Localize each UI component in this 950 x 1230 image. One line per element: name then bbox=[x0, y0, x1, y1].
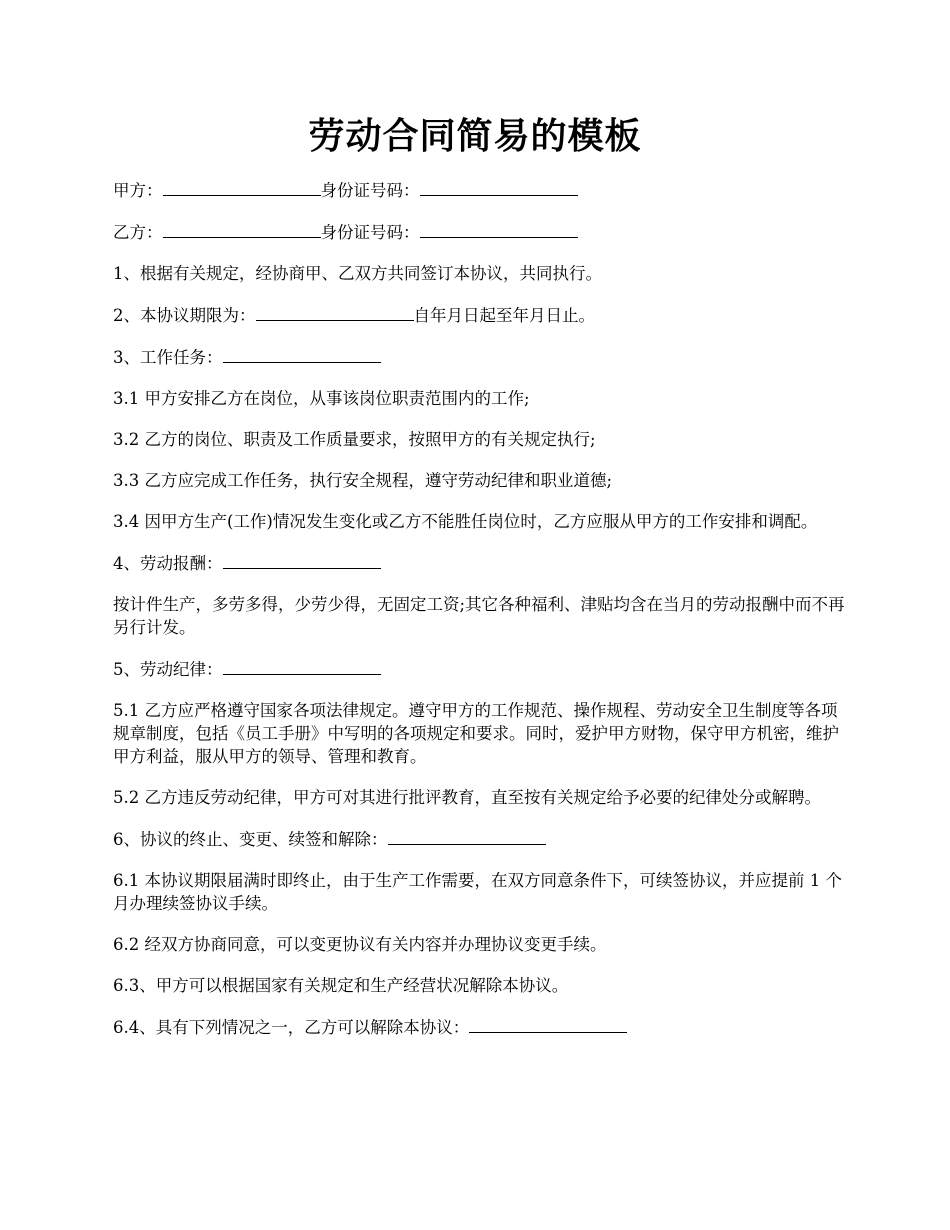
clause-6-heading: 6、协议的终止、变更、续签和解除： bbox=[113, 830, 388, 849]
clause-6 bbox=[113, 827, 853, 851]
party-b-line bbox=[113, 220, 853, 244]
party-b-id-blank bbox=[420, 220, 578, 238]
clause-6-4-text: 6.4、具有下列情况之一，乙方可以解除本协议： bbox=[113, 1018, 470, 1037]
party-a-blank bbox=[163, 178, 321, 196]
clause-6-blank bbox=[388, 827, 546, 845]
party-a-id-blank bbox=[420, 178, 578, 196]
clause-3 bbox=[113, 345, 853, 369]
clause-3-4: 3.4 因甲方生产(工作)情况发生变化或乙方不能胜任岗位时，乙方应服从甲方的工作安排和调配。 bbox=[113, 512, 818, 531]
clause-4-text: 按计件生产，多劳多得，少劳少得，无固定工资;其它各种福利、津贴均含在当月的劳动报酬中而不再另行计发。 bbox=[113, 595, 845, 637]
party-a-line bbox=[113, 178, 853, 202]
clause-4 bbox=[113, 551, 853, 575]
clause-5-2: 5.2 乙方违反劳动纪律，甲方可对其进行批评教育，直至按有关规定给予必要的纪律处分或解聘。 bbox=[113, 788, 821, 807]
clause-3-blank bbox=[223, 345, 381, 363]
clause-5-1: 5.1 乙方应严格遵守国家各项法律规定。遵守甲方的工作规范、操作规程、劳动安全卫生制度等各项规章制度，包括《员工手册》中写明的各项规定和要求。同时，爱护甲方财物，保守甲方机密，维护甲方利益，服从甲方的领导、管理和教育。 bbox=[113, 701, 839, 766]
clause-6-4-blank bbox=[469, 1015, 627, 1033]
document-body bbox=[113, 178, 853, 1057]
clause-1: 1、根据有关规定，经协商甲、乙双方共同签订本协议，共同执行。 bbox=[113, 264, 602, 283]
clause-3-2: 3.2 乙方的岗位、职责及工作质量要求，按照甲方的有关规定执行; bbox=[113, 430, 596, 449]
clause-6-2: 6.2 经双方协商同意，可以变更协议有关内容并办理协议变更手续。 bbox=[113, 935, 607, 954]
clause-2-prefix: 2、本协议期限为： bbox=[113, 306, 256, 325]
clause-4-blank bbox=[223, 551, 381, 569]
clause-6-4 bbox=[113, 1015, 853, 1039]
party-a-label: 甲方： bbox=[113, 181, 163, 200]
clause-2-suffix: 自年月日起至年月日止。 bbox=[413, 306, 595, 325]
clause-2 bbox=[113, 303, 853, 327]
clause-3-3: 3.3 乙方应完成工作任务，执行安全规程，遵守劳动纪律和职业道德; bbox=[113, 471, 613, 490]
clause-6-1: 6.1 本协议期限届满时即终止，由于生产工作需要，在双方同意条件下，可续签协议，并应提前 1 个月办理续签协议手续。 bbox=[113, 871, 842, 913]
clause-5 bbox=[113, 657, 853, 681]
clause-3-1: 3.1 甲方安排乙方在岗位，从事该岗位职责范围内的工作; bbox=[113, 389, 530, 408]
clause-4-heading: 4、劳动报酬： bbox=[113, 554, 223, 573]
clause-3-heading: 3、工作任务： bbox=[113, 348, 223, 367]
party-a-id-label: 身份证号码： bbox=[320, 181, 420, 200]
party-b-label: 乙方： bbox=[113, 223, 163, 242]
clause-6-3: 6.3、甲方可以根据国家有关规定和生产经营状况解除本协议。 bbox=[113, 976, 569, 995]
party-b-blank bbox=[163, 220, 321, 238]
clause-2-blank bbox=[256, 303, 414, 321]
clause-5-heading: 5、劳动纪律： bbox=[113, 660, 223, 679]
document-title: 劳动合同简易的模板 bbox=[308, 115, 642, 157]
clause-5-blank bbox=[223, 657, 381, 675]
party-b-id-label: 身份证号码： bbox=[320, 223, 420, 242]
